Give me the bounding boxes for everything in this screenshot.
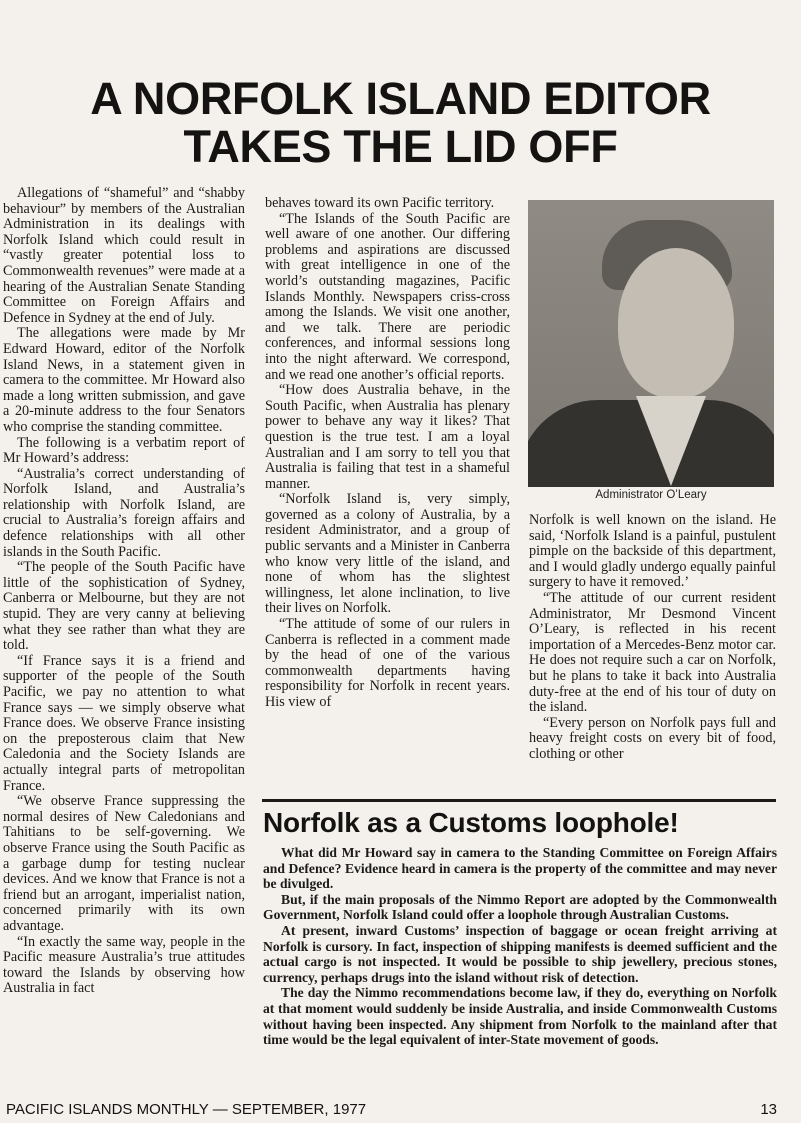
sidebar-title: Norfolk as a Customs loophole! (263, 807, 679, 838)
article-paragraph: “The Islands of the South Pacific are well aware of one another. Our differing problems and aspirations are discussed with great intelligence in one of the world’s outstanding magazines, Pacific Islands Monthly. Newspapers criss-cross among the Islands. We visit one another, and we talk. There are periodic conferences, and informal sessions long into the night afterward. We correspond, and we read one another’s official reports. (265, 210, 510, 383)
article-paragraph: “If France says it is a friend and supporter of the people of the South Pacific, we pay no attention to what France says — we simply observe what France does. We observe France insisting on the preposterous claim that New Caledonia and the Society Islands are actually integral parts of metropolitan France. (3, 652, 245, 794)
article-column-3 (529, 513, 776, 763)
article-paragraph: “The attitude of our current resident Administrator, Mr Desmond Vincent O’Leary, is reflected in his recent importation of a Mercedes-Benz motor car. He does not require such a car on Norfolk, but he plans to take it back into Australia duty-free at the end of his tour of duty on the island. (529, 589, 776, 716)
article-paragraph: “The attitude of some of our rulers in Canberra is reflected in a comment made by the head of one of the various commonwealth departments having responsibility for Norfolk in recent years. His view of (265, 616, 510, 710)
publication-line: PACIFIC ISLANDS MONTHLY — SEPTEMBER, 1977 (6, 1101, 367, 1118)
article-paragraph: Allegations of “shameful” and “shabby behaviour” by members of the Australian Administration in its dealings with Norfolk Island which could result in “vastly greater potential loss to Commonwealth revenues” were made at a hearing of the Australian Senate Standing Committee on Foreign Affairs and Defence in Sydney at the end of July. (3, 185, 245, 326)
article-paragraph: “Every person on Norfolk pays full and heavy freight costs on every bit of food, clothing or other (529, 714, 776, 762)
article-paragraph: “In exactly the same way, people in the Pacific measure Australia’s true attitudes toward the Islands by observing how Australia in fact (3, 933, 245, 997)
photo-caption: Administrator O’Leary (595, 489, 707, 501)
portrait-face (618, 248, 734, 398)
headline-line-2: TAKES THE LID OFF (183, 121, 618, 172)
article-column-1 (3, 186, 245, 997)
sidebar-paragraph: But, if the main proposals of the Nimmo Report are adopted by the Commonwealth Government, Norfolk Island could offer a loophole through Australian Customs. (263, 891, 777, 923)
sidebar-body (263, 845, 777, 1048)
sidebar-paragraph: What did Mr Howard say in camera to the Standing Committee on Foreign Affairs and Defence? Evidence heard in camera is the property of the committee and may never be divulged. (263, 845, 777, 892)
page-number: 13 (760, 1101, 777, 1118)
sidebar-divider (262, 799, 776, 802)
headline (0, 75, 801, 171)
sidebar-paragraph: At present, inward Customs’ inspection of baggage or ocean freight arriving at Norfolk is cursory. In fact, inspection of shipping manifests is deemed sufficient and the actual cargo is not inspected. It would be possible to ship jewellery, precious stones, currency, perhaps drugs into the island without risk of detection. (263, 922, 777, 985)
administrator-portrait-photo (528, 200, 774, 487)
article-column-2 (265, 196, 510, 711)
article-paragraph: “Australia’s correct understanding of Norfolk Island, and Australia’s relationship with Norfolk Island, are crucial to Australia’s foreign affairs and defence relationships with all other islands in the South Pacific. (3, 465, 245, 560)
article-paragraph: “Norfolk Island is, very simply, governed as a colony of Australia, by a resident Administrator, and a group of public servants and a Minister in Canberra who know very little of the island, and none of whom has the slightest willingness, let alone inclination, to live their lives on Norfolk. (265, 491, 510, 617)
article-paragraph: behaves toward its own Pacific territory. (265, 195, 495, 211)
article-paragraph: “The people of the South Pacific have little of the sophistication of Sydney, Canberra or Melbourne, but they are not stupid. They are very canny at believing what they see rather than what they are told. (3, 559, 245, 654)
article-paragraph: Norfolk is well known on the island. He said, ‘Norfolk Island is a painful, pustulent pimple on the backside of this department, and I would gladly undergo equally painful surgery to have it removed.’ (529, 512, 776, 591)
article-paragraph: The allegations were made by Mr Edward Howard, editor of the Norfolk Island News, in a statement given in camera to the committee. Mr Howard also made a long written submission, and gave a 20-minute address to the four Senators who comprise the standing committee. (3, 325, 245, 435)
article-paragraph: “We observe France suppressing the normal desires of New Caledonians and Tahitians to be self-governing. We observe France using the South Pacific as a garbage dump for testing nuclear devices. And we know that France is not a friend but an arrogant, imperialist nation, concerned primarily with its own advantage. (3, 793, 245, 934)
article-paragraph: “How does Australia behave, in the South Pacific, when Australia has plenary power to behave any way it likes? That question is the true test. I am a loyal Australian and I am sorry to tell you that Australia is failing that test in a shameful manner. (265, 382, 510, 492)
headline-line-1: A NORFOLK ISLAND EDITOR (90, 73, 711, 124)
sidebar-paragraph: The day the Nimmo recommendations become law, if they do, everything on Norfolk at that moment would suddenly be inside Australia, and inside Commonwealth Customs without having been inspected. Any shipment from Norfolk to the mainland after that time would be the legal equivalent of inter-State movement of goods. (263, 985, 777, 1048)
page-footer (6, 1101, 777, 1121)
article-paragraph: The following is a verbatim report of Mr Howard’s address: (3, 434, 245, 467)
